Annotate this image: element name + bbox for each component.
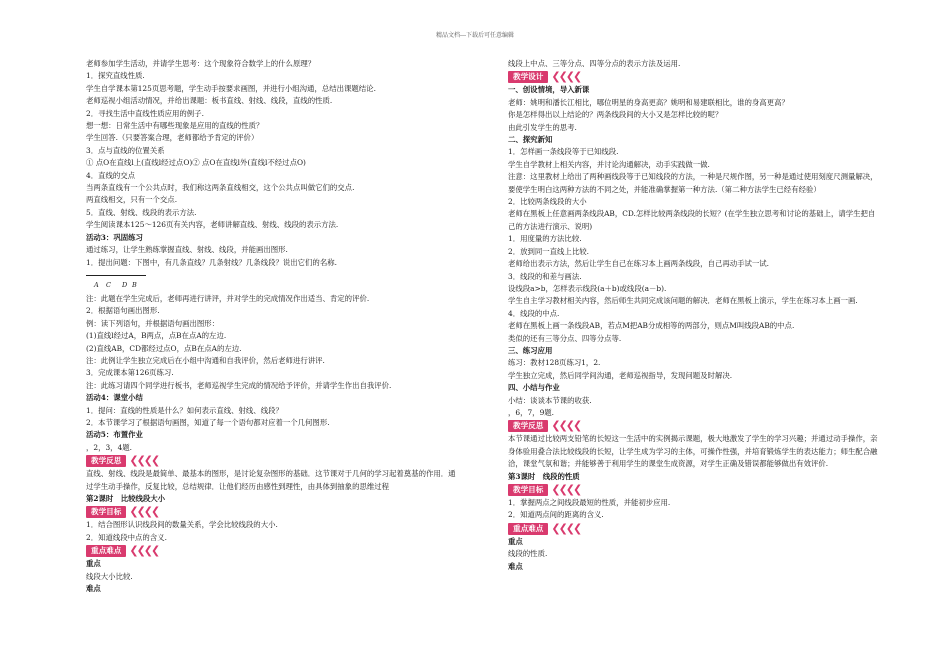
right-column [508, 58, 880, 573]
chevron-decoration-icon: ❮❮❮❮ [129, 454, 159, 468]
point-label: B [132, 280, 137, 289]
chevron-decoration-icon: ❮❮❮❮ [551, 483, 581, 496]
section-heading: 二、探究新知 [508, 135, 553, 145]
text-line: 2．放到同一直线上比较. [508, 246, 589, 256]
section-heading: 活动4：课堂小结 [86, 393, 143, 403]
text-line: 注：此例让学生独立完成后在小组中沟通和自我评价，然后老师进行讲评. [86, 355, 325, 365]
section-banner-label: 教学目标 [86, 506, 126, 518]
text-line: ① 点O在直线l上(直线l经过点O)② 点O在直线l外(直线l不经过点O) [86, 158, 306, 168]
text-line: 注：此题在学生完成后，老师再进行讲评，并对学生的完成情况作出适当、肯定的评价. [86, 293, 370, 303]
text-line: (2)直线AB，CD都经过点O，点B在点A的左边. [86, 343, 242, 353]
section-heading: 重点 [508, 536, 523, 546]
section-banner-label: 教学设计 [508, 71, 548, 83]
text-line: 你是怎样得出以上结论的？两条线段间的大小又是怎样比较的呢？ [508, 110, 723, 120]
section-heading: 难点 [508, 561, 523, 571]
section-heading: 一、创设情境，导入新课 [508, 85, 590, 95]
text-line: 3．点与直线的位置关系 [86, 145, 165, 155]
section-banner [508, 420, 880, 432]
text-line: 2．知道线段中点的含义. [86, 532, 167, 542]
section-banner [508, 71, 880, 83]
text-line: 线段大小比较. [86, 571, 133, 581]
section-heading: 难点 [86, 584, 101, 594]
section-heading: 四、小结与作业 [508, 383, 560, 393]
text-line: 本节课通过比较两支铅笔的长短这一生活中的实例揭示课题，极大地激发了学生的学习兴趣；并通过动手操作，亲身体验用叠合法比较线段的长短，让学生成为学习的主体，可操作性强，并培育锻炼学生的表达能力；师生配合融洽，课堂气氛和谐；并能够善于利用学生的课堂生成资源，对学生正确及错误都能够做出有效评价. [508, 434, 878, 469]
chevron-decoration-icon: ❮❮❮❮ [551, 70, 581, 84]
section-heading: 重点 [86, 559, 101, 569]
text-line: 4．线段的中点. [508, 308, 560, 318]
text-line: ，2，3，4题. [86, 442, 133, 452]
text-line: 老师在黑板上任意画两条线段AB，CD.怎样比较两条线段的长短？(在学生独立思考和讨论的基础上，请学生把自己的方法进行演示、说明) [508, 209, 876, 231]
text-line: 学生自学教材上相关内容，并讨论沟通解决，动手实践做一做. [508, 159, 710, 169]
text-line: 1．怎样画一条线段等于已知线段. [508, 147, 619, 157]
text-line: 1．提出问题：下图中，有几条直线？几条射线？几条线段？说出它们的名称. [86, 257, 337, 267]
text-line: 老师在黑板上画一条线段AB，若点M把AB分成相等的两部分，则点M叫线段AB的中点. [508, 321, 795, 331]
section-banner [86, 545, 458, 557]
text-line: 练习：教材128页练习1，2. [508, 358, 601, 368]
text-line: 学生自主学习教材相关内容，然后师生共同完成该问题的解决．老师在黑板上演示，学生在练习本上画一画. [508, 296, 858, 306]
left-column [86, 58, 458, 595]
chevron-decoration-icon: ❮❮❮❮ [551, 419, 581, 433]
text-line: 2．知道两点间的距离的含义. [508, 510, 604, 520]
text-line: 老师：姚明和潘长江相比，哪位明星的身高更高？姚明和易建联相比，谁的身高更高？ [508, 97, 789, 107]
text-line: 1．探究直线性质. [86, 71, 145, 81]
text-line: 学生独立完成，然后同学间沟通，老师巡视指导，发现问题及时解决. [508, 370, 733, 380]
section-banner-label: 教学反思 [508, 420, 548, 432]
line-diagram [86, 269, 458, 293]
section-heading: 三、练习应用 [508, 345, 553, 355]
point-label: D [122, 280, 128, 289]
text-line: (1)直线l经过A，B两点，点B在点A的左边. [86, 331, 227, 341]
text-line: 1．提问：直线的性质是什么？如何表示直线、射线、线段？ [86, 405, 283, 415]
point-label: A [94, 280, 99, 289]
section-heading: 活动3：巩固练习 [86, 232, 143, 242]
text-line: 学生阅读课本125～126页有关内容，老师讲解直线、射线、线段的表示方法. [86, 220, 339, 230]
straight-line [86, 275, 146, 276]
page-header: 精品文档---下载后可任意编辑 [435, 32, 515, 39]
text-line: 老师参加学生活动，并请学生思考：这个现象符合数学上的什么原理？ [86, 59, 316, 68]
text-line: 2．根据语句画出图形. [86, 306, 160, 316]
text-line: 2．比较两条线段的大小 [508, 197, 587, 207]
section-heading: 第3课时 线段的性质 [508, 471, 580, 481]
chevron-decoration-icon: ❮❮❮❮ [551, 521, 581, 535]
text-line: 通过练习，让学生熟练掌握直线、射线、线段，并能画出图形. [86, 245, 288, 255]
text-line: 想一想：日常生活中有哪些现象是应用的直线的性质？ [86, 121, 264, 131]
section-banner-label: 重点难点 [86, 545, 126, 557]
text-line: ，6，7，9题. [508, 407, 555, 417]
text-line: 注意：这里教材上给出了两种画线段等于已知线段的方法，一种是尺规作图，另一种是通过使用刻度尺测量解决，要使学生明白这两种方法的不同之处，并能准确掌握第一种方法.（第二种方法学生已经有经验） [508, 172, 878, 194]
text-line: 设线段a>b，怎样表示线段(a＋b)或线段(a－b). [508, 283, 667, 293]
chevron-decoration-icon: ❮❮❮❮ [129, 505, 159, 519]
text-line: 1．掌握两点之间线段最短的性质，并能初步应用. [508, 498, 671, 507]
section-banner-label: 重点难点 [508, 523, 548, 535]
section-banner-label: 教学反思 [86, 455, 126, 467]
text-line: 由此引发学生的思考. [508, 122, 577, 132]
section-banner [86, 506, 458, 518]
text-line: 当两条直线有一个公共点时，我们称这两条直线相交，这个公共点叫做它们的交点. [86, 183, 355, 193]
section-banner [508, 523, 880, 535]
text-line: 2．本节课学习了根据语句画图，知道了每一个语句都对应着一个几何图形. [86, 417, 330, 427]
text-line: 学生自学课本第125页思考题，学生动手按要求画图，并进行小组沟通，总结出课题结论. [86, 83, 376, 93]
text-line: 例：读下列语句，并根据语句画出图形： [86, 318, 220, 328]
section-banner [86, 455, 458, 467]
text-line: 1．用度量的方法比较. [508, 234, 582, 244]
text-line: 老师巡视小组活动情况，并给出课题：板书直线、射线、线段，直线的性质. [86, 96, 333, 106]
text-line: 直线、射线、线段是最简单、最基本的图形，是讨论复杂图形的基础．这节课对于几何的学习起着奠基的作用．通过学生动手操作，反复比较，总结规律．让他们经历由感性到理性，由具体到抽象的思维过程 [86, 469, 456, 491]
text-line: 小结：谈谈本节课的收获. [508, 395, 592, 405]
section-banner-label: 教学目标 [508, 484, 548, 496]
text-line: 5．直线、射线、线段的表示方法. [86, 207, 197, 217]
text-line: 线段上中点、三等分点、四等分点的表示方法及运用. [508, 59, 681, 68]
section-heading: 活动5：布置作业 [86, 430, 143, 440]
text-line: 4．直线的交点 [86, 170, 136, 180]
point-label: C [106, 280, 111, 289]
text-line: 3．线段的和差与画法. [508, 271, 582, 281]
text-line: 3．完成课本第126页练习. [86, 368, 174, 378]
section-heading: 第2课时 比较线段大小 [86, 494, 166, 503]
text-line: 学生回答.（只要答案合理，老师都给予肯定的评价） [86, 133, 259, 143]
text-line: 2．寻找生活中直线性质应用的例子. [86, 108, 204, 118]
text-line: 两直线相交，只有一个交点. [86, 195, 178, 205]
text-line: 1．结合图形认识线段间的数量关系，学会比较线段的大小. [86, 520, 278, 530]
text-line: 线段的性质. [508, 549, 548, 559]
section-banner [508, 484, 880, 496]
text-line: 老师给出表示方法，然后让学生自己在练习本上画两条线段，自己再动手试一试. [508, 259, 770, 269]
chevron-decoration-icon: ❮❮❮❮ [129, 544, 159, 558]
text-line: 注：此练习请四个同学进行板书，老师巡视学生完成的情况给予评价，并请学生作出自我评价. [86, 380, 392, 390]
text-line: 类似的还有三等分点、四等分点等. [508, 333, 622, 343]
